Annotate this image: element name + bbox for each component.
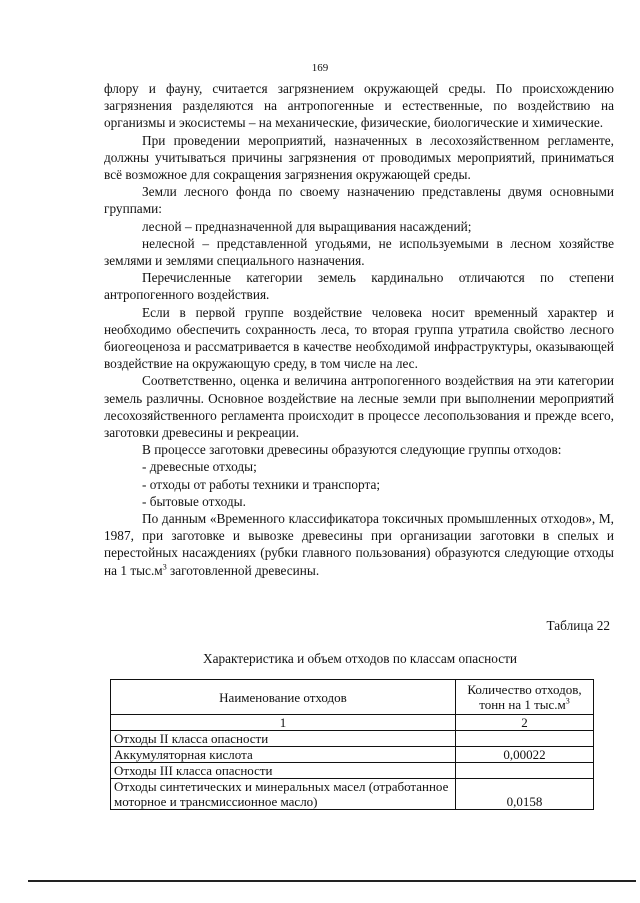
waste-name-cell: Отходы II класса опасности [111, 731, 456, 747]
waste-amount-cell [456, 763, 594, 779]
table-row [111, 747, 594, 763]
header-amount-text: Количество отходов, тонн на 1 тыс.м [467, 682, 582, 712]
superscript: 3 [565, 696, 570, 706]
paragraph: Соответственно, оценка и величина антропогенного воздействия на эти категории земель различны. Основное воздействие на лесные земли при выполнении мероприятий лесохозяйственного регламента происходит в процессе лесопользования и прежде всего, заготовки древесины и рекреации. [104, 373, 614, 441]
paragraph: Земли лесного фонда по своему назначению представлены двумя основными группами: [104, 184, 614, 217]
paragraph: лесной – предназначенной для выращивания насаждений; [142, 218, 472, 234]
paragraph: При проведении мероприятий, назначенных в лесохозяйственном регламенте, должны учитываться причины загрязнения от проводимых мероприятий, приниматься всё возможное для сокращения загрязнения окружающей среды. [104, 132, 614, 183]
list-item: - бытовые отходы. [142, 493, 246, 509]
superscript: 3 [162, 562, 167, 572]
waste-amount-cell [456, 731, 594, 747]
table-row [111, 763, 594, 779]
waste-amount-cell: 0,0158 [456, 779, 594, 810]
paragraph: нелесной – представленной угодьями, не используемыми в лесном хозяйстве землями и землями специального назначения. [104, 235, 614, 269]
body-text [104, 80, 614, 579]
table-row [111, 779, 594, 810]
header-waste-amount [456, 680, 594, 715]
paragraph: флору и фауну, считается загрязнением окружающей среды. По происхождению загрязнения разделяются на антропогенные и естественные, по воздействию на организмы и экосистемы – на механические, физические, биологические и химические. [104, 81, 614, 131]
column-number: 1 [111, 715, 456, 731]
table-numbering-row [111, 715, 594, 731]
paragraph: В процессе заготовки древесины образуются следующие группы отходов: [142, 442, 562, 458]
table-title: Характеристика и объем отходов по классам опасности [202, 651, 518, 666]
bottom-divider [28, 880, 636, 882]
list-item: - отходы от работы техники и транспорта; [142, 476, 381, 492]
waste-amount-cell: 0,00022 [456, 747, 594, 763]
column-number: 2 [456, 715, 594, 731]
waste-table [110, 679, 594, 810]
waste-name-cell: Аккумуляторная кислота [111, 747, 456, 763]
waste-name-cell: Отходы синтетических и минеральных масел (отработанное моторное и трансмиссионное масло) [111, 779, 456, 810]
table-row [111, 731, 594, 747]
page-number: 169 [311, 62, 329, 74]
table-label: Таблица 22 [546, 618, 610, 633]
table-header-row [111, 680, 594, 715]
paragraph-text: заготовленной древесины. [166, 562, 320, 578]
paragraph: Если в первой группе воздействие человека носит временный характер и необходимо обеспечить сохранность леса, то вторая группа утратила свойство лесного биогеоценоза и рассматривается в качестве необходимой инфраструктуры, оказывающей воздействие на окружающую среду, в том числе на лес. [104, 304, 614, 372]
paragraph: Перечисленные категории земель кардинально отличаются по степени антропогенного воздействия. [104, 270, 614, 303]
waste-name-cell: Отходы III класса опасности [111, 763, 456, 779]
paragraph-text: По данным «Временного классификатора токсичных промышленных отходов», М, 1987, при заготовке и вывозке древесины при организации заготовки в спелых и перестойных насаждениях (рубки главного пользования) образуются следующие отходы на 1 тыс.м [104, 511, 614, 578]
paragraph [104, 510, 614, 579]
header-waste-name: Наименование отходов [111, 680, 456, 715]
list-item: - древесные отходы; [142, 459, 257, 475]
